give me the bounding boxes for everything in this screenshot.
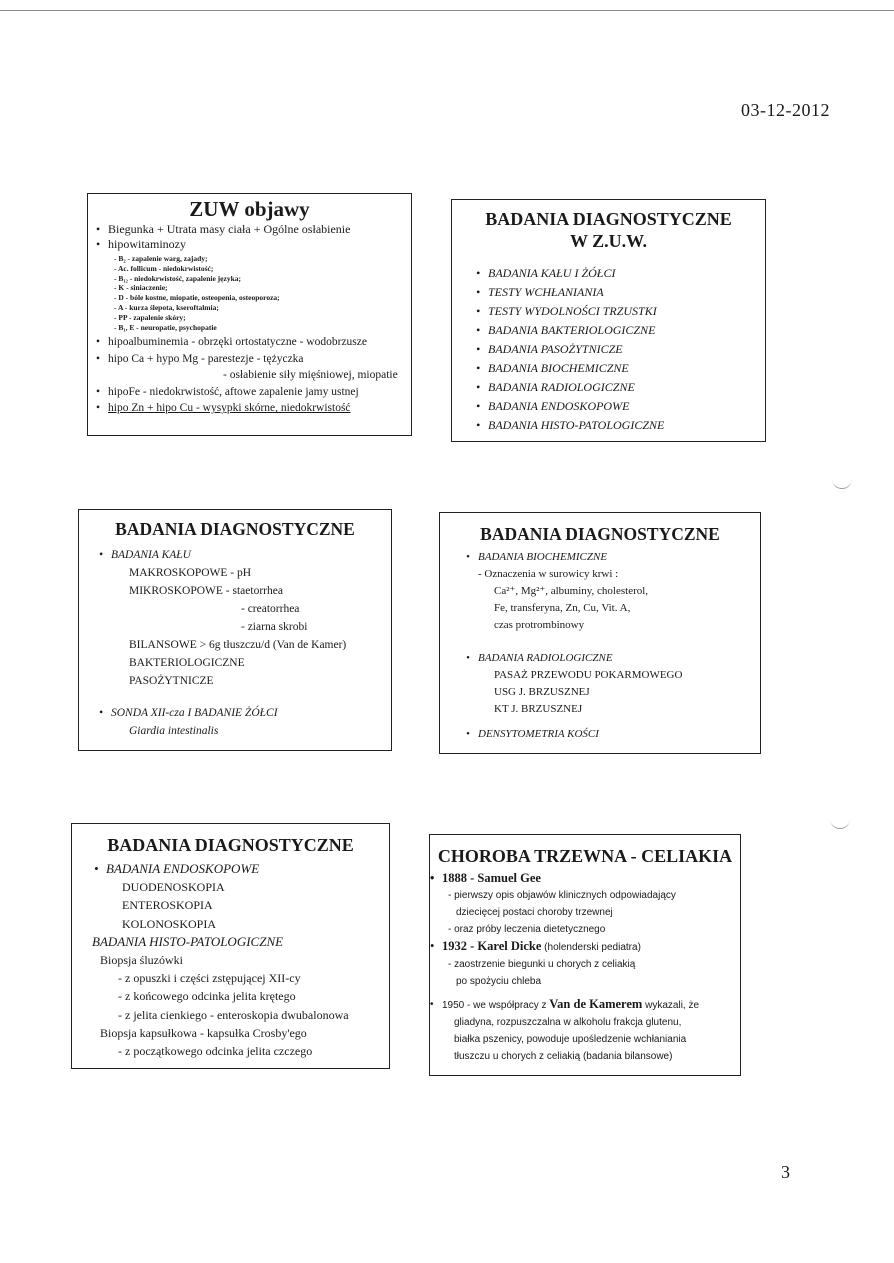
text-line: gliadyna, rozpuszczalna w alkoholu frakcja glutenu, [454, 1017, 682, 1028]
text-line: - z początkowego odcinka jelita czczego [118, 1044, 313, 1059]
slide-subtitle: W Z.U.W. [569, 231, 648, 251]
list-item [442, 938, 740, 956]
text-line: Biopsja kapsułkowa - kapsułka Crosby'ego [100, 1025, 307, 1040]
text-line: KT J. BRZUSZNEJ [494, 703, 583, 715]
list-item: • BADANIA PASOŻYTNICZE [488, 340, 765, 359]
list-item: • 1888 - Samuel Gee [442, 870, 740, 887]
list-item: • BADANIA BIOCHEMICZNE [488, 359, 765, 378]
list-item: • hipo Ca + hypo Mg - parestezje - tężyczka [108, 351, 411, 368]
vitamin-line: - B₂ - zapalenie warg, zajady; [114, 254, 208, 263]
list-item: • hipowitaminozy [108, 237, 411, 252]
page-number: 3 [781, 1162, 790, 1182]
slide-title: BADANIA DIAGNOSTYCZNE [485, 209, 732, 229]
list-item: • BADANIA RADIOLOGICZNE [478, 650, 760, 667]
vitamin-line: - B₁, E - neuropatie, psychopatie [114, 322, 217, 332]
scan-mark [830, 818, 850, 829]
list-item: • BADANIA HISTO-PATOLOGICZNE [488, 416, 765, 435]
text-line: czas protrombinowy [494, 619, 585, 631]
text-line: - pierwszy opis objawów klinicznych odpowiadający [448, 890, 676, 901]
list-item: • hipoFe - niedokrwistość, aftowe zapalenie jamy ustnej [108, 384, 411, 401]
list-item: • Biegunka + Utrata masy ciała + Ogólne osłabienie [108, 222, 411, 237]
list-item-continuation: - osłabienie siły mięśniowej, miopatie [223, 369, 398, 382]
slide-badania-zuw [451, 199, 766, 442]
slide-badania-endoskopowe [71, 823, 390, 1069]
slide-badania-kalu [78, 509, 392, 751]
slide-title: BADANIA DIAGNOSTYCZNE [115, 519, 355, 539]
list-item: • BADANIA BAKTERIOLOGICZNE [488, 321, 765, 340]
text-line: MAKROSKOPOWE - pH [129, 567, 252, 579]
text-line: Ca²⁺, Mg²⁺, albuminy, cholesterol, [494, 585, 649, 597]
list-item: • BADANIA ENDOSKOPOWE [488, 397, 765, 416]
list-item: • SONDA XII-cza I BADANIE ŻÓŁCI [111, 704, 391, 722]
vitamin-line: - Ac. follicum - niedokrwistość; [114, 263, 214, 273]
text-line: dziecięcej postaci choroby trzewnej [456, 907, 613, 918]
section-heading: BADANIA HISTO-PATOLOGICZNE [92, 933, 284, 949]
text-line: USG J. BRZUSZNEJ [494, 686, 590, 698]
slide-title: BADANIA DIAGNOSTYCZNE [480, 524, 720, 544]
top-rule [0, 10, 894, 11]
list-item-note: (holenderski pediatra) [541, 942, 641, 953]
list-item: • hipoalbuminemia - obrzęki ortostatyczne - wodobrzusze [108, 334, 411, 351]
list-item: • BADANIA KAŁU I ŻÓŁCI [488, 264, 765, 283]
list-item-name: Van de Kamerem [549, 997, 643, 1011]
slide-title: BADANIA DIAGNOSTYCZNE [107, 835, 354, 855]
vitamin-line: - B₁₂ - niedokrwistość, zapalenie języka; [114, 273, 241, 283]
text-line: - oraz próby leczenia dietetycznego [448, 924, 606, 935]
vitamin-line: - A - kurza ślepota, kseroftalmia; [114, 302, 219, 312]
text-line: Biopsja śluzówki [100, 953, 183, 968]
text-line: Giardia intestinalis [129, 725, 219, 737]
list-item-year: 1932 - Karel Dicke [442, 939, 542, 953]
text-line: - creatorrhea [241, 603, 300, 615]
text-line: DUODENOSKOPIA [122, 880, 225, 895]
text-line: Fe, transferyna, Zn, Cu, Vit. A, [494, 602, 631, 614]
list-item [442, 996, 740, 1014]
text-line: - z końcowego odcinka jelita krętego [118, 989, 296, 1004]
text-line: tłuszczu u chorych z celiakią (badania bilansowe) [454, 1051, 673, 1062]
text-line: po spożyciu chleba [456, 976, 542, 987]
list-item: • DENSYTOMETRIA KOŚCI [478, 726, 760, 743]
vitamin-line: - K - siniaczenie; [114, 283, 168, 293]
list-item-text: wykazali, że [642, 1000, 700, 1011]
text-line: - ziarna skrobi [241, 621, 308, 633]
text-line: PASAŻ PRZEWODU POKARMOWEGO [494, 669, 683, 681]
scan-mark [832, 478, 852, 489]
slide-title: ZUW objawy [189, 197, 310, 221]
list-item: • BADANIA RADIOLOGICZNE [488, 378, 765, 397]
slide-title: CHOROBA TRZEWNA - CELIAKIA [437, 846, 733, 866]
vitamin-line: - D - bóle kostne, miopatie, osteopenia, osteoporoza; [114, 293, 280, 303]
list-item: • BADANIA KAŁU [111, 546, 391, 564]
slide-zuw-objawy [87, 193, 412, 436]
text-line: - zaostrzenie biegunki u chorych z celiakią [448, 959, 636, 970]
text-line: BAKTERIOLOGICZNE [129, 657, 245, 669]
vitamin-line: - PP - zapalenie skóry; [114, 312, 186, 322]
text-line: MIKROSKOPOWE - staetorrhea [129, 585, 283, 597]
text-line: - Oznaczenia w surowicy krwi : [478, 568, 619, 580]
text-line: - z opuszki i części zstępującej XII-cy [118, 971, 301, 986]
slide-badania-biochemiczne [439, 512, 761, 754]
text-line: - z jelita cienkiego - enteroskopia dwubalonowa [118, 1007, 349, 1022]
slide-celiakia [429, 834, 741, 1076]
list-item-year: 1950 - we współpracy z [442, 1000, 550, 1011]
list-item: • hipo Zn + hipo Cu - wysypki skórne, niedokrwistość [108, 400, 411, 417]
text-line: PASOŻYTNICZE [129, 675, 214, 687]
text-line: BILANSOWE > 6g tłuszczu/d (Van de Kamer) [129, 639, 347, 651]
text-line: ENTEROSKOPIA [122, 898, 213, 913]
text-line: KOLONOSKOPIA [122, 916, 217, 931]
list-item: • BADANIA ENDOSKOPOWE [92, 860, 389, 878]
list-item: • TESTY WYDOLNOŚCI TRZUSTKI [488, 302, 765, 321]
list-item: • TESTY WCHŁANIANIA [488, 283, 765, 302]
list-item: • BADANIA BIOCHEMICZNE [478, 549, 760, 566]
text-line: białka pszenicy, powoduje upośledzenie wchłaniania [454, 1034, 687, 1045]
date-stamp: 03-12-2012 [741, 100, 830, 120]
